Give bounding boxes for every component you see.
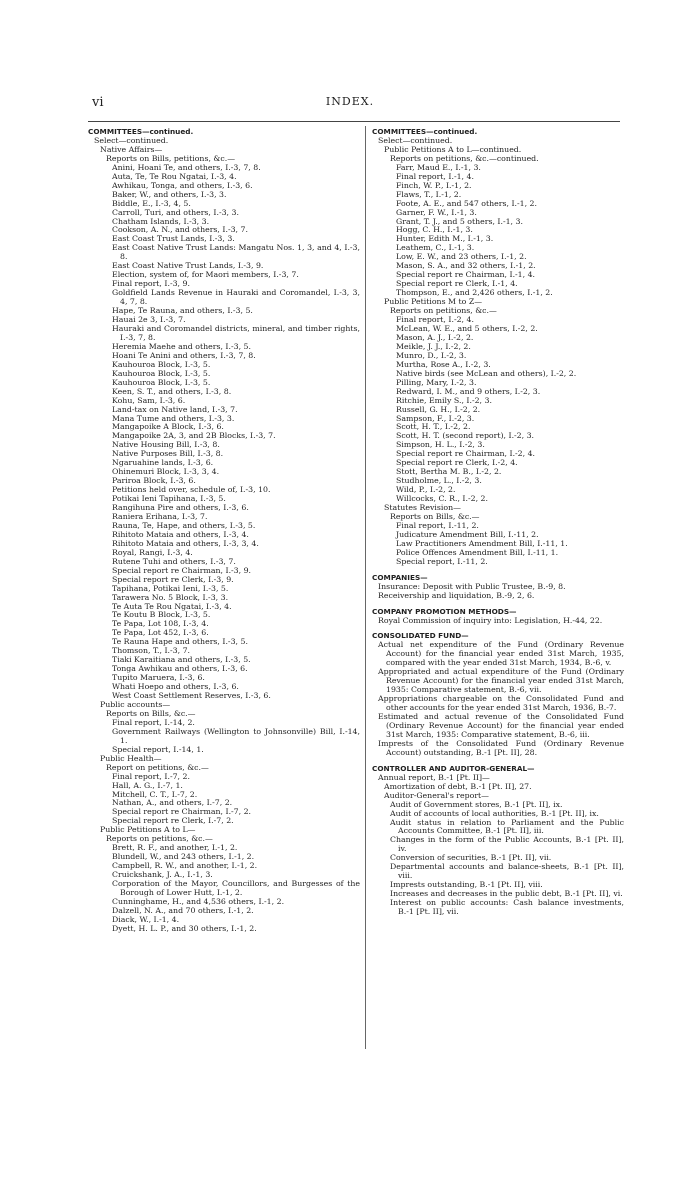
index-heading: CONTROLLER AND AUDITOR-GENERAL— — [372, 763, 535, 773]
index-entry: Special report re Chairman, I.-3, 9. — [112, 565, 252, 575]
index-entry: Mitchell, C. T., I.-7, 2. — [112, 789, 198, 799]
index-entry: Statutes Revision— — [384, 503, 461, 513]
index-entry: Estimated and actual revenue of the Consolidated Fund (Ordinary Revenue Account) for the financial year ended 31st March, 1935: Comparative statement, B.-6, iii. — [378, 712, 624, 739]
index-entry: Petitions held over, schedule of, I.-3, 10. — [112, 485, 271, 495]
index-entry: Election, system of, for Maori members, I.-3, 7. — [112, 270, 299, 280]
index-entry: Dyett, H. L. P., and 30 others, I.-1, 2. — [112, 923, 257, 933]
column-divider — [365, 126, 366, 1049]
index-entry: Kauhouroa Block, I.-3, 5. — [112, 359, 211, 369]
index-entry: Te Papa, Lot 452, I.-3, 6. — [112, 628, 209, 638]
index-entry: Reports on petitions, &c.—continued. — [390, 153, 539, 163]
index-entry: Special report re Clerk, I.-3, 9. — [112, 574, 234, 584]
index-entry: Foote, A. E., and 547 others, I.-1, 2. — [396, 198, 537, 208]
index-column-left — [88, 128, 360, 934]
index-entry: Raniera Erihana, I.-3, 7. — [112, 511, 208, 521]
index-entry: Dalzell, N. A., and 70 others, I.-1, 2. — [112, 905, 254, 915]
index-entry: Hape, Te Rauna, and others, I.-3, 5. — [112, 306, 253, 316]
index-entry: Tapihana, Potikai Ieni, I.-3, 5. — [112, 583, 229, 593]
index-entry: Reports on Bills, petitions, &c.— — [106, 153, 235, 163]
index-entry: Hoani Te Anini and others, I.-3, 7, 8. — [112, 350, 256, 360]
index-entry: Rihitoto Mataia and others, I.-3, 3, 4. — [112, 538, 259, 548]
page-title: INDEX. — [325, 95, 375, 108]
page-number: vi — [92, 95, 104, 110]
index-entry: Actual net expenditure of the Fund (Ordinary Revenue Account) for the financial year ended 31st March, 1935, compared with the year ended 31st March, 1934, B.-6, v. — [378, 640, 624, 668]
index-entry: Hunter, Edith M., I.-1, 3. — [396, 234, 494, 244]
index-entry: Report on petitions, &c.— — [106, 762, 209, 772]
index-entry: Stott, Bertha M. B., I.-2, 2. — [396, 467, 502, 477]
index-entry: Blundell, W., and 243 others, I.-1, 2. — [112, 852, 255, 862]
index-entry: Final report, I.-14, 2. — [112, 717, 195, 727]
index-entry: Native birds (see McLean and others), I.-2, 2. — [396, 368, 577, 378]
index-entry: Judicature Amendment Bill, I.-11, 2. — [396, 529, 539, 539]
index-entry: Rihitoto Mataia and others, I.-3, 4. — [112, 529, 249, 539]
index-entry: Anini, Hoani Te, and others, I.-3, 7, 8. — [112, 162, 261, 172]
index-entry: Pariroa Block, I.-3, 6. — [112, 476, 196, 486]
index-entry: Police Offences Amendment Bill, I.-11, 1. — [396, 547, 559, 557]
index-column-right — [372, 128, 624, 917]
index-entry: Departmental accounts and balance-sheets, B.-1 [Pt. II], viii. — [390, 862, 624, 881]
index-entry: Ohinemuri Block, I.-3, 3, 4. — [112, 467, 220, 477]
index-entry: Tarawera No. 5 Block, I.-3, 3. — [112, 592, 229, 602]
index-entry: Scott, H. T., I.-2, 2. — [396, 422, 471, 432]
index-entry: Public Health— — [100, 753, 162, 763]
index-entry: Royal Commission of inquiry into: Legislation, H.-44, 22. — [378, 615, 603, 625]
index-entry: Farr, Maud E., I.-1, 3. — [396, 162, 481, 172]
index-entry: Special report re Clerk, I.-1, 4. — [396, 279, 518, 289]
index-entry: Studholme, L., I.-2, 3. — [396, 476, 482, 486]
index-entry: Government Railways (Wellington to Johnsonville) Bill, I.-14, 1. — [112, 726, 360, 745]
index-entry: Te Auta Te Rou Ngatai, I.-3, 4. — [112, 601, 232, 611]
index-entry: Pilling, Mary, I.-2, 3. — [396, 377, 477, 387]
index-entry: Mason, S. A., and 32 others, I.-1, 2. — [396, 261, 536, 271]
index-entry: Scott, H. T. (second report), I.-2, 3. — [396, 431, 535, 441]
index-entry: Royal, Rangi, I.-3, 4. — [112, 547, 193, 557]
index-entry: Reports on petitions, &c.— — [106, 834, 213, 844]
index-entry: Imprests outstanding, B.-1 [Pt. II], viii. — [390, 880, 543, 890]
index-entry: Carroll, Turi, and others, I.-3, 3. — [112, 207, 239, 217]
index-entry: Te Rauna Hape and others, I.-3, 5. — [112, 637, 248, 647]
index-entry: Kauhouroa Block, I.-3, 5. — [112, 377, 211, 387]
index-entry: Garner, F. W., I.-1, 3. — [396, 207, 477, 217]
index-entry: West Coast Settlement Reserves, I.-3, 6. — [112, 691, 271, 701]
index-entry: Insurance: Deposit with Public Trustee, B.-9, 8. — [378, 581, 566, 591]
index-entry: Rauna, Te, Hape, and others, I.-3, 5. — [112, 520, 256, 530]
index-entry: Public Petitions A to L—continued. — [384, 144, 522, 154]
index-entry: Reports on petitions, &c.— — [390, 306, 497, 316]
index-entry: Potikai Ieni Tapihana, I.-3, 5. — [112, 494, 226, 504]
index-heading: COMMITTEES—continued. — [372, 127, 478, 136]
index-entry: Hogg, C. H., I.-1, 3. — [396, 225, 473, 235]
index-entry: Ngaruahine lands, I.-3, 6. — [112, 458, 214, 468]
index-entry: Native Housing Bill, I.-3, 8. — [112, 440, 220, 450]
index-entry: Amortization of debt, B.-1 [Pt. II], 27. — [384, 781, 532, 791]
index-entry: Special report re Chairman, I.-2, 4. — [396, 449, 536, 459]
index-entry: Reports on Bills, &c.— — [106, 708, 196, 718]
index-entry: Leathem, C., I.-1, 3. — [396, 243, 475, 253]
index-entry: Law Practitioners Amendment Bill, I.-11, 1. — [396, 538, 568, 548]
index-entry: Low, E. W., and 23 others, I.-1, 2. — [396, 252, 527, 262]
index-entry: Mangapoike A Block, I.-3, 6. — [112, 422, 224, 432]
index-heading: COMPANY PROMOTION METHODS— — [372, 606, 517, 616]
index-entry: Thomson, T., I.-3, 7. — [112, 646, 191, 656]
index-entry: Baker, W., and others, I.-3, 3. — [112, 189, 227, 199]
index-entry: Receivership and liquidation, B.-9, 2, 6. — [378, 590, 535, 600]
index-entry: Chatham Islands, I.-3, 3. — [112, 216, 210, 226]
index-entry: Rutene Tuhi and others, I.-3, 7. — [112, 556, 236, 566]
index-entry: Murtha, Rose A., I.-2, 3. — [396, 359, 491, 369]
index-entry: Simpson, H. L., I.-2, 3. — [396, 440, 485, 450]
index-entry: Wild, P., I.-2, 2. — [396, 485, 456, 495]
index-entry: Rangihuna Pire and others, I.-3, 6. — [112, 503, 249, 513]
index-entry: Hauraki and Coromandel districts, mineral, and timber rights, I.-3, 7, 8. — [112, 323, 360, 342]
index-entry: Final report, I.-2, 4. — [396, 315, 474, 325]
index-entry: Changes in the form of the Public Accounts, B.-1 [Pt. II], iv. — [390, 835, 624, 854]
index-entry: Audit of Government stores, B.-1 [Pt. II], ix. — [390, 799, 563, 809]
index-entry: Final report, I.-11, 2. — [396, 520, 479, 530]
index-entry: Audit status in relation to Parliament and the Public Accounts Committee, B.-1 [Pt. II], iii. — [390, 817, 624, 836]
index-entry: Special report re Clerk, I.-2, 4. — [396, 458, 518, 468]
index-entry: Sampson, F., I.-2, 3. — [396, 413, 475, 423]
index-entry: Cunninghame, H., and 4,536 others, I.-1, 2. — [112, 896, 285, 906]
index-entry: Appropriations chargeable on the Consolidated Fund and other accounts for the year ended 31st March, 1936, B.-7. — [378, 694, 624, 713]
index-entry: Public accounts— — [100, 700, 171, 709]
index-entry: Corporation of the Mayor, Councillors, and Burgesses of the Borough of Lower Hutt, I.-1, 2. — [112, 879, 360, 898]
index-entry: Biddle, E., I.-3, 4, 5. — [112, 198, 191, 208]
index-entry: Final report, I.-7, 2. — [112, 771, 190, 781]
index-entry: Kohu, Sam, I.-3, 6. — [112, 395, 186, 405]
index-entry: Hall, A. G., I.-7, 1. — [112, 780, 183, 790]
index-entry: Russell, G. H., I.-2, 2. — [396, 404, 481, 414]
index-entry: Native Affairs— — [100, 144, 163, 154]
index-entry: McLean, W. E., and 5 others, I.-2, 2. — [396, 323, 538, 333]
index-entry: East Coast Native Trust Lands: Mangatu Nos. 1, 3, and 4, I.-3, 8. — [112, 243, 360, 262]
index-entry: East Coast Trust Lands, I.-3, 3. — [112, 234, 235, 244]
index-entry: Cookson, A. N., and others, I.-3, 7. — [112, 225, 248, 235]
index-entry: Special report re Chairman, I.-1, 4. — [396, 270, 536, 280]
index-entry: Audit of accounts of local authorities, B.-1 [Pt. II], ix. — [390, 808, 599, 818]
index-entry: Nathan, A., and others, I.-7, 2. — [112, 798, 233, 808]
index-entry: Goldfield Lands Revenue in Hauraki and Coromandel, I.-3, 3, 4, 7, 8. — [112, 288, 360, 307]
index-entry: Select—continued. — [94, 135, 169, 145]
index-entry: Land-tax on Native land, I.-3, 7. — [112, 404, 238, 414]
index-entry: Te Koutu B Block, I.-3, 5. — [112, 610, 211, 620]
index-entry: Auta, Te, Te Rou Ngatai, I.-3, 4. — [112, 171, 237, 181]
index-entry: Campbell, R. W., and another, I.-1, 2. — [112, 861, 258, 871]
index-entry: Appropriated and actual expenditure of the Fund (Ordinary Revenue Account) for the financial year ended 31st March, 1935: Comparative statement, B.-6, vii. — [378, 667, 624, 695]
index-entry: Interest on public accounts: Cash balance investments, B.-1 [Pt. II], vii. — [390, 898, 624, 917]
index-entry: Mangapoike 2A, 3, and 2B Blocks, I.-3, 7. — [112, 431, 276, 441]
index-entry: Meikle, J. J., I.-2, 2. — [396, 341, 471, 351]
index-heading: COMMITTEES—continued. — [88, 127, 194, 136]
index-entry: Conversion of securities, B.-1 [Pt. II], vii. — [390, 853, 552, 863]
index-entry: Tonga Awhikau and others, I.-3, 6. — [112, 664, 248, 674]
index-entry: Special report re Clerk, I.-7, 2. — [112, 816, 234, 826]
index-entry: Munro, D., I.-2, 3. — [396, 350, 467, 360]
index-entry: Diack, W., I.-1, 4. — [112, 914, 180, 924]
index-entry: Public Petitions M to Z— — [384, 297, 483, 307]
index-entry: Awhikau, Tonga, and others, I.-3, 6. — [112, 180, 253, 190]
index-entry: Public Petitions A to L— — [100, 825, 196, 835]
index-entry: Hauai 2e 3, I.-3, 7. — [112, 315, 186, 325]
index-entry: Keen, S. T., and others, I.-3, 8. — [112, 386, 232, 396]
index-entry: Reports on Bills, &c.— — [390, 511, 480, 521]
index-heading: CONSOLIDATED FUND— — [372, 631, 469, 641]
index-entry: Special report, I.-11, 2. — [396, 556, 488, 566]
index-entry: Final report, I.-3, 9. — [112, 279, 190, 289]
index-entry: Willcocks, C. R., I.-2, 2. — [396, 494, 488, 504]
index-entry: Mason, A. J., I.-2, 2. — [396, 332, 474, 342]
index-entry: Final report, I.-1, 4. — [396, 171, 474, 181]
index-entry: Tupito Maruera, I.-3, 6. — [112, 673, 205, 683]
index-entry: Imprests of the Consolidated Fund (Ordinary Revenue Account) outstanding, B.-1 [Pt. II], 28. — [378, 738, 624, 757]
index-entry: East Coast Native Trust Lands, I.-3, 9. — [112, 261, 264, 271]
index-entry: Special report re Chairman, I.-7, 2. — [112, 807, 252, 817]
index-entry: Mana Tume and others, I.-3, 3. — [112, 413, 235, 423]
index-entry: Kauhouroa Block, I.-3, 5. — [112, 368, 211, 378]
index-heading: COMPANIES— — [372, 572, 428, 582]
index-entry: Native Purposes Bill, I.-3, 8. — [112, 449, 224, 459]
index-entry: Increases and decreases in the public debt, B.-1 [Pt. II], vi. — [390, 889, 623, 899]
index-entry: Annual report, B.-1 [Pt. II]— — [378, 772, 490, 782]
index-entry: Auditor-General's report— — [384, 790, 489, 800]
index-entry: Redward, I. M., and 9 others, I.-2, 3. — [396, 386, 541, 396]
index-entry: Whati Hoepo and others, I.-3, 6. — [112, 682, 239, 692]
index-entry: Flaws, T., I.-1, 2. — [396, 189, 462, 199]
index-entry: Grant, T. J., and 5 others, I.-1, 3. — [396, 216, 523, 226]
index-entry: Special report, I.-14, 1. — [112, 744, 204, 754]
header-rule — [88, 121, 620, 122]
index-entry: Finch, W. P., I.-1, 2. — [396, 180, 472, 190]
index-entry: Ritchie, Emily S., I.-2, 3. — [396, 395, 492, 405]
index-entry: Heremia Maehe and others, I.-3, 5. — [112, 341, 251, 351]
index-entry: Thompson, E., and 2,426 others, I.-1, 2. — [396, 288, 553, 298]
index-entry: Tiaki Karaitiana and others, I.-3, 5. — [112, 655, 251, 665]
index-entry: Cruickshank, J. A., I.-1, 3. — [112, 870, 213, 880]
index-entry: Te Papa, Lot 108, I.-3, 4. — [112, 619, 209, 629]
index-entry: Select—continued. — [378, 135, 453, 145]
index-entry: Brett, R. F., and another, I.-1, 2. — [112, 843, 238, 853]
